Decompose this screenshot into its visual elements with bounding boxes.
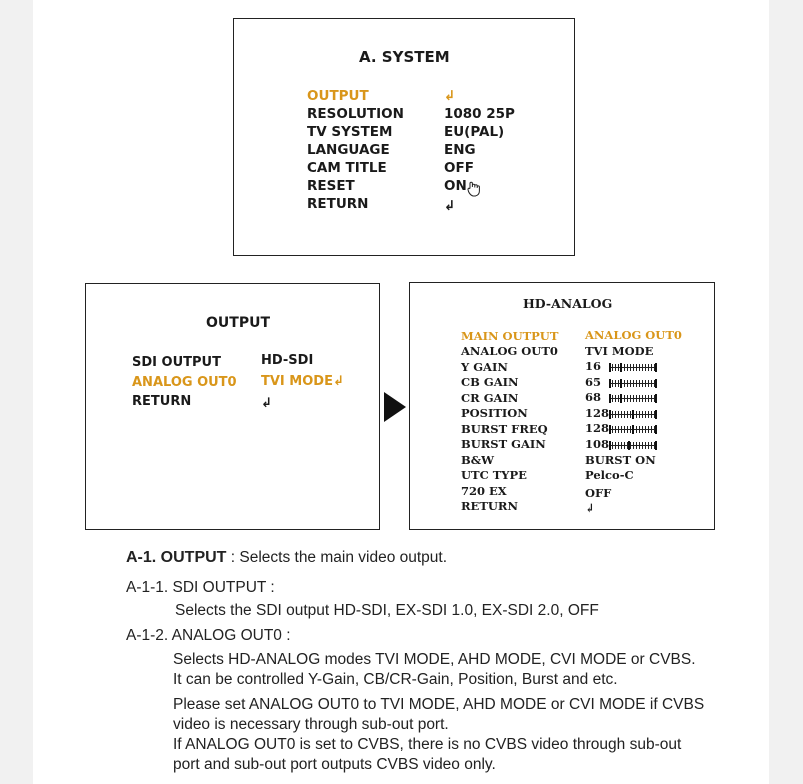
sdi-output-text: Selects the SDI output HD-SDI, EX-SDI 1.0, EX-SDI 2.0, OFF [175, 602, 599, 619]
hd-row-720ex-value: OFF [585, 486, 612, 500]
system-row-cam-title-value: OFF [444, 160, 474, 176]
burst-gain-number: 108 [585, 437, 610, 451]
output-row-sdi-label: SDI OUTPUT [132, 355, 221, 370]
burst-freq-gauge [609, 425, 657, 434]
hd-row-main-output-label: MAIN OUTPUT [461, 329, 559, 343]
burst-freq-number: 128 [585, 421, 610, 435]
hd-row-720ex-label: 720 EX [461, 484, 507, 498]
system-row-language-value: ENG [444, 142, 476, 158]
hd-row-cb-gain-value [585, 375, 657, 391]
system-row-resolution-value: 1080 25P [444, 106, 515, 122]
hd-row-utc-type-label: UTC TYPE [461, 468, 527, 482]
output-row-return-value: ↲ [261, 396, 272, 411]
system-menu-title: A. SYSTEM [359, 48, 450, 66]
hd-row-position-value [585, 406, 657, 422]
analog-out-heading: A-1-2. ANALOG OUT0 : [126, 627, 291, 644]
hd-row-cb-gain-label: CB GAIN [461, 375, 519, 389]
hd-row-burst-freq-label: BURST FREQ [461, 422, 548, 436]
section-heading [126, 549, 447, 567]
output-row-return-label: RETURN [132, 394, 192, 409]
system-row-return-label: RETURN [307, 196, 369, 212]
hd-analog-menu-panel [409, 282, 715, 530]
analog-out-text-line2: It can be controlled Y-Gain, CB/CR-Gain, Position, Burst and etc. [173, 671, 618, 688]
hd-row-position-label: POSITION [461, 406, 528, 420]
y-gain-number: 16 [585, 359, 602, 373]
note-line-3: If ANALOG OUT0 is set to CVBS, there is no CVBS video through sub-out [173, 736, 682, 753]
hd-row-utc-type-value: Pelco-C [585, 468, 634, 482]
system-row-tv-system-value: EU(PAL) [444, 124, 505, 140]
position-gauge [609, 410, 657, 419]
cr-gain-number: 68 [585, 390, 602, 404]
hd-row-main-output-value: ANALOG OUT0 [585, 328, 682, 342]
burst-gain-gauge [609, 441, 657, 450]
system-menu-panel [233, 18, 575, 256]
system-row-output-label: OUTPUT [307, 88, 369, 104]
output-row-analog-value: TVI MODE↲ [261, 374, 344, 389]
section-heading-bold: A-1. OUTPUT [126, 549, 227, 566]
hd-row-burst-gain-value [585, 437, 657, 453]
output-menu-panel [85, 283, 380, 530]
note-line-1: Please set ANALOG OUT0 to TVI MODE, AHD MODE or CVI MODE if CVBS [173, 696, 705, 713]
system-row-tv-system-label: TV SYSTEM [307, 124, 393, 140]
hand-pointer-icon [467, 181, 481, 198]
output-menu-title: OUTPUT [206, 315, 270, 331]
cr-gain-gauge [609, 394, 657, 403]
hd-row-bw-label: B&W [461, 453, 495, 467]
cb-gain-gauge [609, 379, 657, 388]
hd-row-return-label: RETURN [461, 499, 518, 513]
note-line-2: video is necessary through sub-out port. [173, 716, 449, 733]
system-row-reset-label: RESET [307, 178, 355, 194]
analog-out-text-line1: Selects HD-ANALOG modes TVI MODE, AHD MODE, CVI MODE or CVBS. [173, 651, 696, 668]
hd-row-cr-gain-value [585, 390, 657, 406]
hd-row-bw-value: BURST ON [585, 453, 656, 467]
system-row-cam-title-label: CAM TITLE [307, 160, 387, 176]
system-row-resolution-label: RESOLUTION [307, 106, 404, 122]
system-row-output-value: ↲ [444, 88, 456, 104]
hd-row-analog-out-label: ANALOG OUT0 [461, 344, 558, 358]
hd-row-y-gain-value [585, 359, 657, 375]
right-triangle-arrow-icon [384, 392, 406, 422]
hd-analog-menu-title: HD-ANALOG [523, 296, 613, 311]
sdi-output-heading: A-1-1. SDI OUTPUT : [126, 579, 275, 596]
hd-row-burst-freq-value [585, 421, 657, 437]
system-row-reset-value: ON [444, 178, 467, 194]
cb-gain-number: 65 [585, 375, 602, 389]
note-line-4: port and sub-out port outputs CVBS video only. [173, 756, 496, 773]
hd-row-return-value: ↲ [585, 501, 595, 515]
section-heading-rest: : Selects the main video output. [226, 549, 448, 566]
hd-row-cr-gain-label: CR GAIN [461, 391, 519, 405]
system-row-return-value: ↲ [444, 198, 456, 214]
system-row-language-label: LANGUAGE [307, 142, 390, 158]
hd-row-analog-out-value: TVI MODE [585, 344, 654, 358]
hd-row-y-gain-label: Y GAIN [461, 360, 508, 374]
y-gain-gauge [609, 363, 657, 372]
hd-row-burst-gain-label: BURST GAIN [461, 437, 546, 451]
output-row-analog-label: ANALOG OUT0 [132, 375, 237, 390]
output-row-sdi-value: HD-SDI [261, 353, 314, 368]
position-number: 128 [585, 406, 610, 420]
